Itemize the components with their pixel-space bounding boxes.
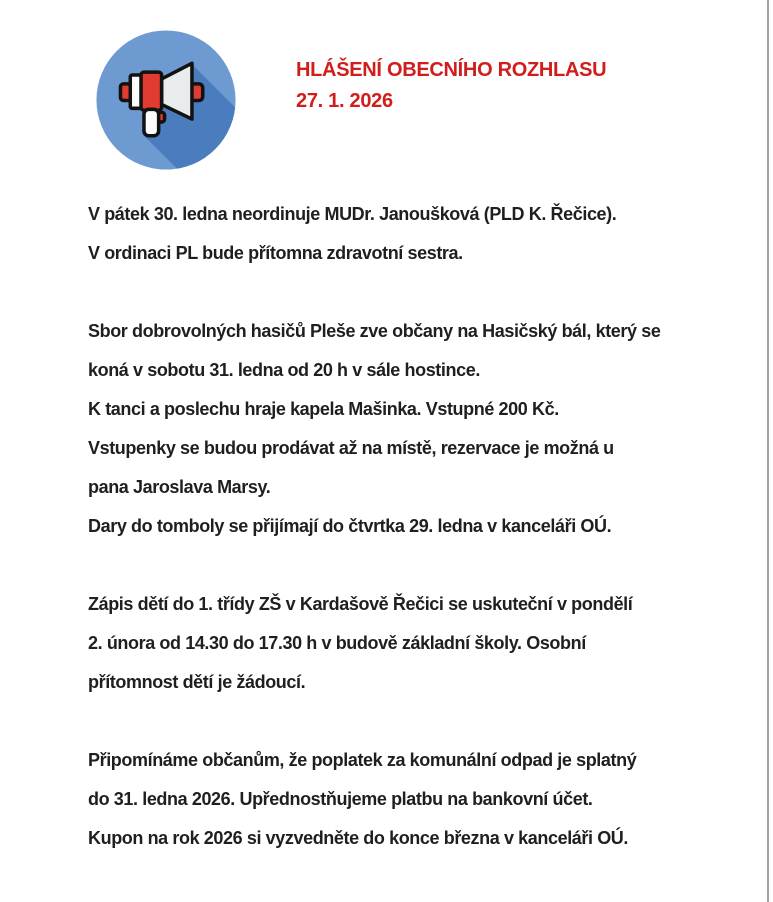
page-right-edge: [767, 0, 769, 902]
announcement-line: Vstupenky se budou prodávat až na místě, rezervace je možná u: [88, 438, 614, 458]
page-title-line1: HLÁŠENÍ OBECNÍHO ROZHLASU: [296, 59, 607, 81]
announcement-line: koná v sobotu 31. ledna od 20 h v sále hostince.: [88, 360, 480, 380]
announcement-paragraph-3: [88, 585, 660, 702]
announcement-body: [88, 195, 660, 858]
announcement-line: přítomnost dětí je žádoucí.: [88, 672, 306, 692]
announcement-line: Připomínáme občanům, že poplatek za komunální odpad je splatný: [88, 750, 637, 770]
page-title-date: 27. 1. 2026: [296, 90, 393, 112]
announcement-line: V ordinaci PL bude přítomna zdravotní sestra.: [88, 243, 463, 263]
announcement-line: V pátek 30. ledna neordinuje MUDr. Janoušková (PLD K. Řečice).: [88, 204, 617, 224]
page-title: [296, 55, 606, 117]
announcement-line: Sbor dobrovolných hasičů Pleše zve občany na Hasičský bál, který se: [88, 321, 661, 341]
announcement-paragraph-2: [88, 312, 660, 546]
megaphone-icon-svg: [95, 29, 237, 171]
announcement-line: do 31. ledna 2026. Upřednostňujeme platbu na bankovní účet.: [88, 789, 593, 809]
megaphone-icon: [95, 29, 237, 171]
announcement-line: Kupon na rok 2026 si vyzvedněte do konce března v kanceláři OÚ.: [88, 828, 629, 848]
announcement-line: pana Jaroslava Marsy.: [88, 477, 271, 497]
announcement-paragraph-1: [88, 195, 660, 273]
announcement-line: 2. února od 14.30 do 17.30 h v budově základní školy. Osobní: [88, 633, 586, 653]
announcement-paragraph-4: [88, 741, 660, 858]
announcement-line: Dary do tomboly se přijímají do čtvrtka 29. ledna v kanceláři OÚ.: [88, 516, 612, 536]
announcement-line: Zápis dětí do 1. třídy ZŠ v Kardašově Řečici se uskuteční v pondělí: [88, 594, 633, 614]
announcement-line: K tanci a poslechu hraje kapela Mašinka. Vstupné 200 Kč.: [88, 399, 559, 419]
